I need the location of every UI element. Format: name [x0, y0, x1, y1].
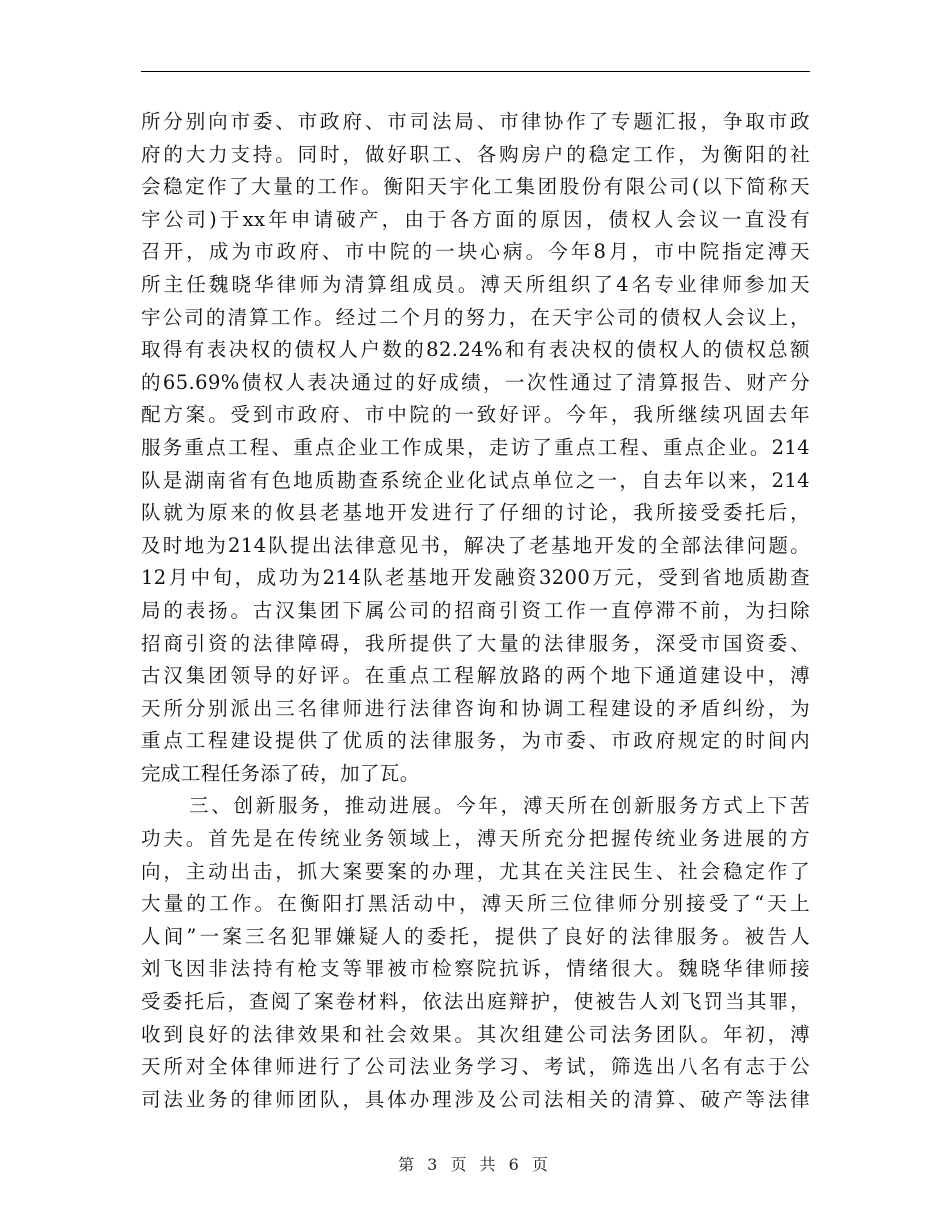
paragraph-1-line: 12月中旬，成功为214队老基地开发融资3200万元，受到省地质勘查	[141, 566, 810, 590]
header-rule	[141, 71, 810, 72]
paragraph-1-line: 天所分别派出三名律师进行法律咨询和协调工程建设的矛盾纠纷，为	[141, 696, 810, 720]
paragraph-1-line: 会稳定作了大量的工作。衡阳天宇化工集团股份有限公司(以下简称天	[141, 175, 810, 199]
paragraph-1-line: 服务重点工程、重点企业工作成果，走访了重点工程、重点企业。214	[141, 435, 810, 459]
paragraph-1-line: 配方案。受到市政府、市中院的一致好评。今年，我所继续巩固去年	[141, 403, 810, 427]
paragraph-2-line: 人间”一案三名犯罪嫌疑人的委托，提供了良好的法律服务。被告人	[141, 924, 810, 948]
paragraph-1-line: 所主任魏晓华律师为清算组成员。溥天所组织了4名专业律师参加天	[141, 272, 810, 296]
paragraph-2-line: 大量的工作。在衡阳打黑活动中，溥天所三位律师分别接受了“天上	[141, 892, 810, 916]
paragraph-1-line: 府的大力支持。同时，做好职工、各购房户的稳定工作，为衡阳的社	[141, 142, 810, 166]
paragraph-2-line: 收到良好的法律效果和社会效果。其次组建公司法务团队。年初，溥	[141, 1022, 810, 1046]
body-text	[141, 106, 810, 1116]
paragraph-2-line: 受委托后，查阅了案卷材料，依法出庭辩护，使被告人刘飞罚当其罪，	[141, 990, 810, 1014]
paragraph-1-line: 队是湖南省有色地质勘查系统企业化试点单位之一，自去年以来，214	[141, 468, 810, 492]
paragraph-1-line: 的65.69%债权人表决通过的好成绩，一次性通过了清算报告、财产分	[141, 370, 810, 394]
paragraph-2-line: 刘飞因非法持有枪支等罪被市检察院抗诉，情绪很大。魏晓华律师接	[141, 957, 810, 981]
paragraph-1-line: 古汉集团领导的好评。在重点工程解放路的两个地下通道建设中，溥	[141, 664, 810, 688]
paragraph-1-line: 宇公司的清算工作。经过二个月的努力，在天宇公司的债权人会议上，	[141, 305, 810, 329]
paragraph-2-line: 三、创新服务，推动进展。今年，溥天所在创新服务方式上下苦	[189, 794, 810, 818]
paragraph-2-line: 天所对全体律师进行了公司法业务学习、考试，筛选出八名有志于公	[141, 1055, 810, 1079]
paragraph-1-line: 及时地为214队提出法律意见书，解决了老基地开发的全部法律问题。	[141, 533, 810, 557]
paragraph-2-line: 向，主动出击，抓大案要案的办理，尤其在关注民生、社会稳定作了	[141, 859, 810, 883]
paragraph-1-line: 重点工程建设提供了优质的法律服务，为市委、市政府规定的时间内	[141, 729, 810, 753]
paragraph-1-line: 召开，成为市政府、市中院的一块心病。今年8月，市中院指定溥天	[141, 240, 810, 264]
paragraph-1-line: 完成工程任务添了砖，加了瓦。	[141, 761, 420, 785]
paragraph-2-line: 司法业务的律师团队，具体办理涉及公司法相关的清算、破产等法律	[141, 1087, 810, 1111]
paragraph-1-line: 局的表扬。古汉集团下属公司的招商引资工作一直停滞不前，为扫除	[141, 598, 810, 622]
paragraph-2-line: 功夫。首先是在传统业务领域上，溥天所充分把握传统业务进展的方	[141, 827, 810, 851]
paragraph-1-line: 宇公司)于xx年申请破产，由于各方面的原因，债权人会议一直没有	[141, 207, 810, 231]
page-footer: 第 3 页 共 6 页	[398, 1155, 552, 1174]
paragraph-1-line: 所分别向市委、市政府、市司法局、市律协作了专题汇报，争取市政	[141, 110, 810, 133]
paragraph-1-line: 队就为原来的攸县老基地开发进行了仔细的讨论，我所接受委托后，	[141, 501, 810, 525]
paragraph-1-line: 取得有表决权的债权人户数的82.24%和有表决权的债权人的债权总额	[141, 338, 810, 362]
paragraph-1-line: 招商引资的法律障碍，我所提供了大量的法律服务，深受市国资委、	[141, 631, 810, 655]
